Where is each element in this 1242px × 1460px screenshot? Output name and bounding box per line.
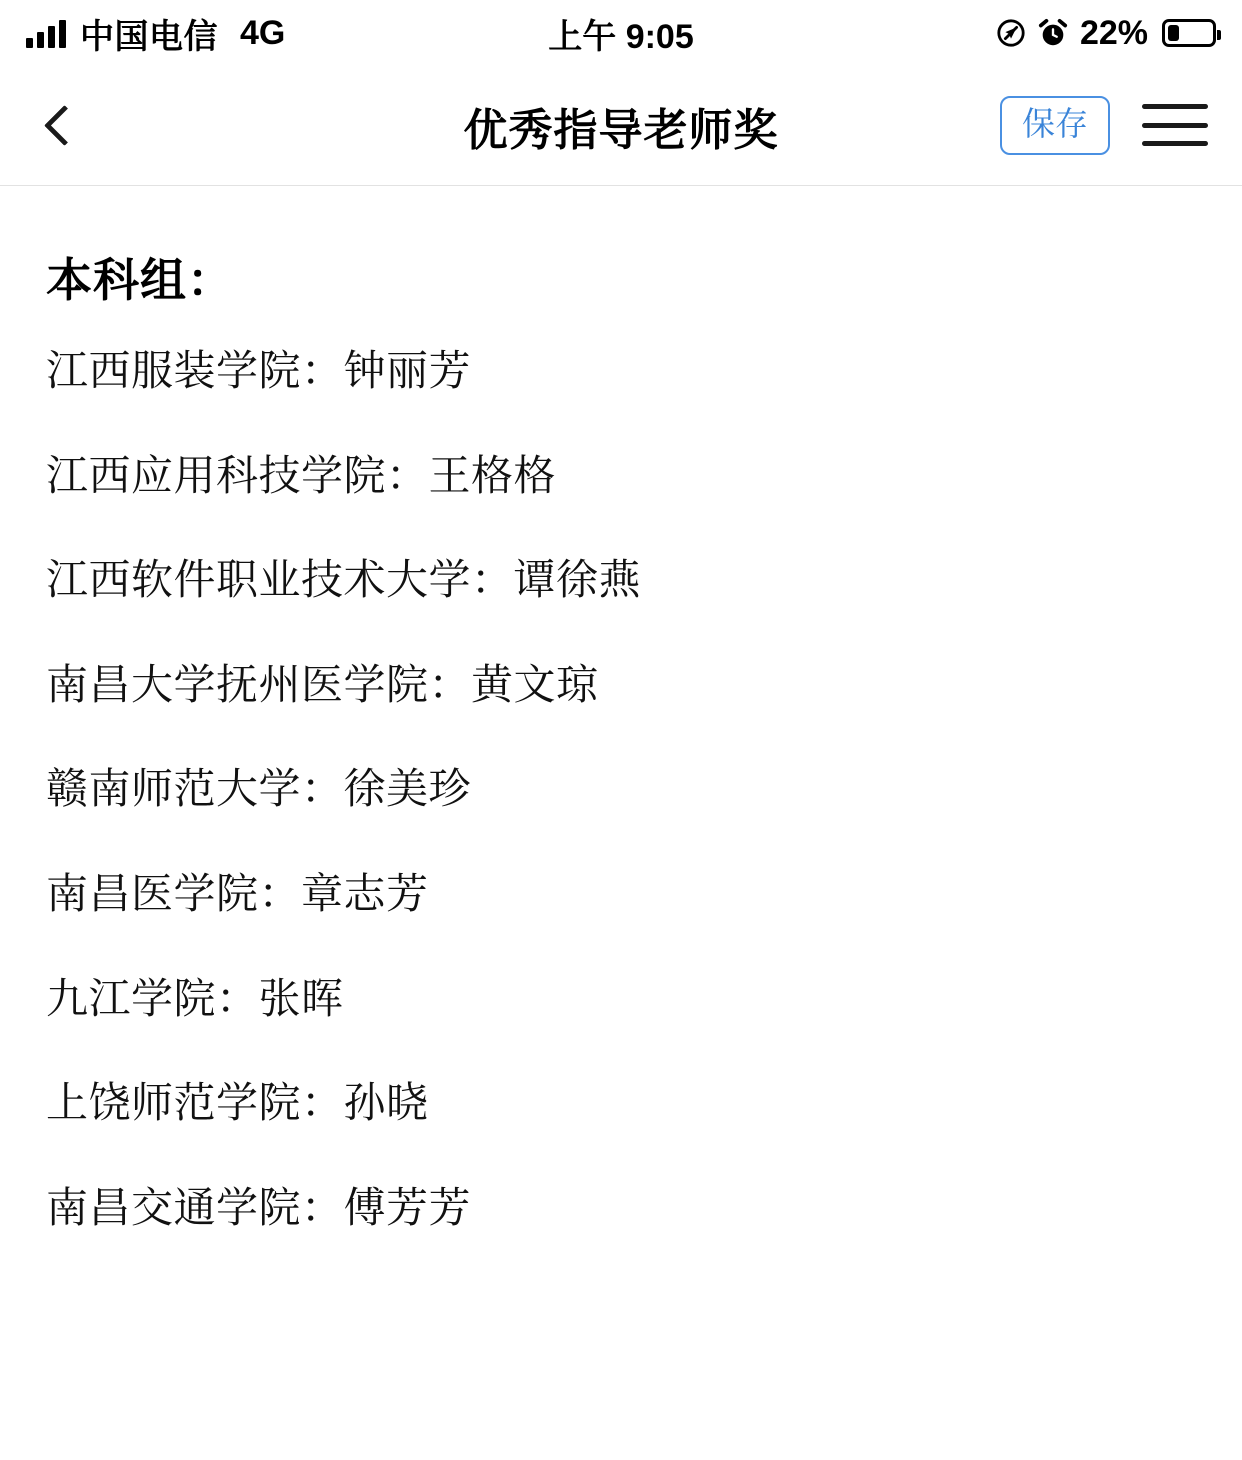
list-item: 九江学院：张晖 bbox=[46, 974, 344, 1022]
list-item: 江西服装学院：钟丽芳 bbox=[46, 347, 472, 394]
signal-bars-icon bbox=[26, 18, 66, 48]
back-button[interactable] bbox=[34, 96, 94, 156]
list-item: 南昌交通学院：傅芳芳 bbox=[46, 1183, 472, 1231]
list-item: 南昌医学院：章志芳 bbox=[46, 869, 429, 917]
hamburger-menu-icon[interactable] bbox=[1142, 101, 1208, 149]
status-bar bbox=[0, 0, 1242, 66]
chevron-left-icon bbox=[43, 105, 84, 146]
status-bar-left bbox=[26, 9, 285, 58]
battery-icon bbox=[1162, 19, 1216, 47]
alarm-icon bbox=[1038, 18, 1068, 48]
list-item: 南昌大学抚州医学院：黄文琼 bbox=[46, 660, 599, 708]
status-bar-right bbox=[996, 14, 1216, 53]
battery-percent-label: 22% bbox=[1079, 13, 1148, 52]
list-item: 上饶师范学院：孙晓 bbox=[46, 1079, 429, 1127]
article-content bbox=[0, 186, 1242, 1235]
location-icon bbox=[996, 18, 1026, 48]
carrier-label: 中国电信 bbox=[80, 17, 218, 56]
list-item: 江西应用科技学院：王格格 bbox=[46, 451, 557, 499]
navigation-actions bbox=[1000, 96, 1208, 154]
page-title: 优秀指导老师奖 bbox=[463, 105, 779, 155]
list-item: 江西软件职业技术大学：谭徐燕 bbox=[46, 556, 642, 604]
list-item: 赣南师范大学：徐美珍 bbox=[46, 765, 472, 813]
network-type-label: 4G bbox=[240, 13, 286, 52]
status-bar-clock: 上午 9:05 bbox=[548, 17, 694, 56]
section-heading: 本科组： bbox=[46, 254, 234, 306]
navigation-bar bbox=[0, 66, 1242, 186]
save-button[interactable]: 保存 bbox=[1000, 96, 1110, 154]
